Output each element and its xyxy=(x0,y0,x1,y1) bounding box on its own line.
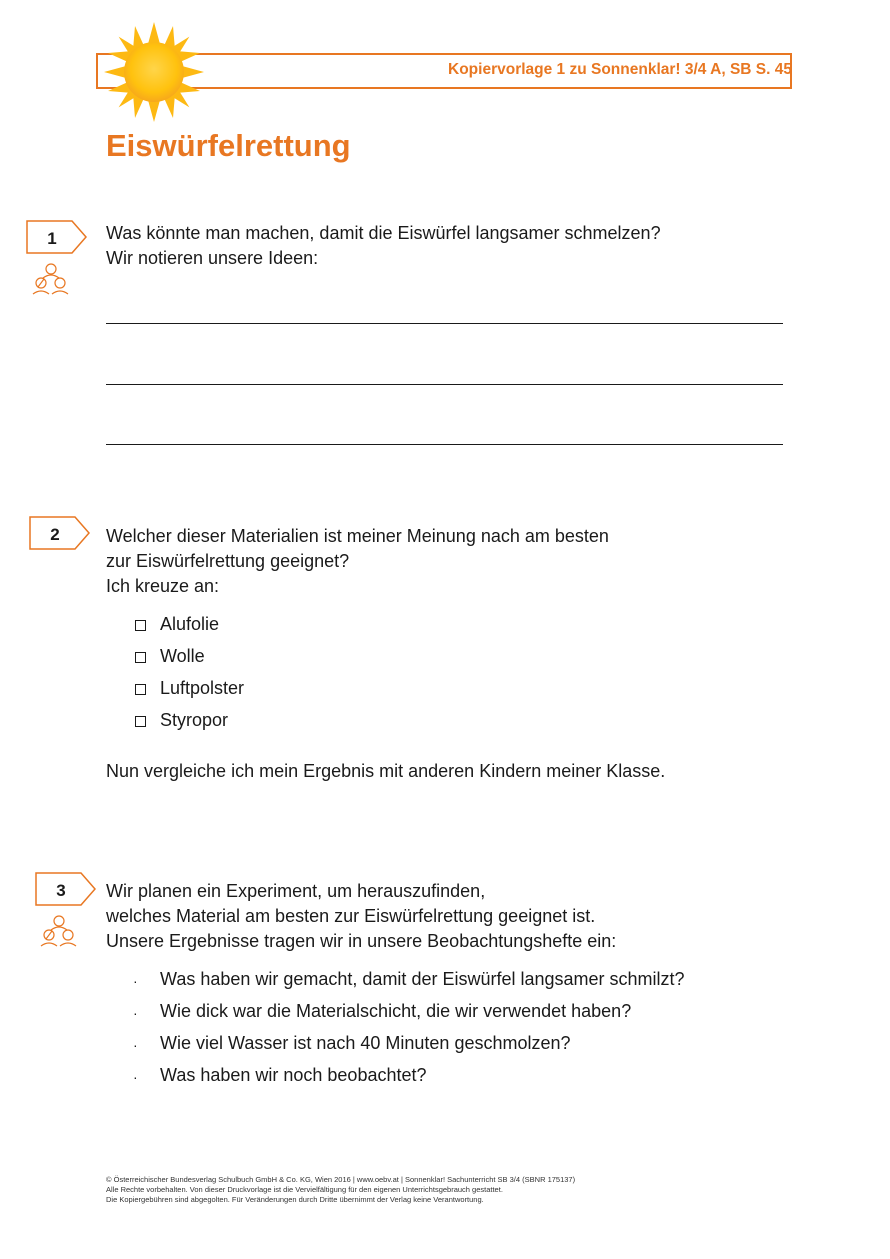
option-label: Alufolie xyxy=(160,614,220,634)
task-number-badge xyxy=(29,516,91,552)
task-number: 2 xyxy=(50,525,60,544)
copyright-footer xyxy=(106,1175,575,1205)
task-1-question: Was könnte man machen, damit die Eiswürfel langsamer schmelzen? xyxy=(106,223,661,243)
page-title: Eiswürfelrettung xyxy=(106,128,351,163)
answer-line[interactable] xyxy=(106,323,783,324)
bullet-item: Wie dick war die Materialschicht, die wir verwendet haben? xyxy=(160,1001,632,1021)
bullet-dot: · xyxy=(133,1005,138,1021)
task-3-intro-line-1: Wir planen ein Experiment, um herauszufinden, xyxy=(106,881,486,901)
task-number: 1 xyxy=(47,229,57,248)
task-2-question-line-2: zur Eiswürfelrettung geeignet? xyxy=(106,551,350,571)
task-2-instruction: Ich kreuze an: xyxy=(106,576,220,596)
checkbox-wolle[interactable] xyxy=(135,652,146,663)
footer-line: © Österreichischer Bundesverlag Schulbuch GmbH & Co. KG, Wien 2016 | www.oebv.at | Sonnenklar! Sachunterricht SB 3/4 (SBNR 175137) xyxy=(106,1175,576,1184)
bullet-dot: · xyxy=(133,1069,138,1085)
checkbox-alufolie[interactable] xyxy=(135,620,146,631)
bullet-item: Was haben wir gemacht, damit der Eiswürfel langsamer schmilzt? xyxy=(160,969,685,989)
task-1-instruction: Wir notieren unsere Ideen: xyxy=(106,248,319,268)
task-number-badge xyxy=(35,872,97,908)
task-3-intro-line-3: Unsere Ergebnisse tragen wir in unsere Beobachtungshefte ein: xyxy=(106,931,617,951)
bullet-item: Wie viel Wasser ist nach 40 Minuten geschmolzen? xyxy=(160,1033,571,1053)
answer-line[interactable] xyxy=(106,384,783,385)
bullet-item: Was haben wir noch beobachtet? xyxy=(160,1065,427,1085)
checkbox-luftpolster[interactable] xyxy=(135,684,146,695)
group-work-icon xyxy=(40,913,78,947)
task-3-intro-line-2: welches Material am besten zur Eiswürfelrettung geeignet ist. xyxy=(106,906,596,926)
footer-line: Alle Rechte vorbehalten. Von dieser Druckvorlage ist die Vervielfältigung für den eigenen Unterrichtsgebrauch gestattet. xyxy=(106,1185,503,1194)
group-work-icon xyxy=(32,261,70,295)
option-label: Luftpolster xyxy=(160,678,245,698)
task-number-badge xyxy=(26,220,88,256)
checkbox-styropor[interactable] xyxy=(135,716,146,727)
sun-icon xyxy=(102,20,206,124)
bullet-dot: · xyxy=(133,1037,138,1053)
option-label: Styropor xyxy=(160,710,229,730)
task-2-closing: Nun vergleiche ich mein Ergebnis mit anderen Kindern meiner Klasse. xyxy=(106,761,666,781)
bullet-dot: · xyxy=(133,973,138,989)
footer-line: Die Kopiergebühren sind abgegolten. Für Veränderungen durch Dritte übernimmt der Verlag keine Verantwortung. xyxy=(106,1195,484,1204)
copy-template-label: Kopiervorlage 1 zu Sonnenklar! 3/4 A, SB S. 45 xyxy=(448,61,792,78)
task-2-question-line-1: Welcher dieser Materialien ist meiner Meinung nach am besten xyxy=(106,526,609,546)
option-label: Wolle xyxy=(160,646,205,666)
answer-line[interactable] xyxy=(106,444,783,445)
task-number: 3 xyxy=(56,881,66,900)
